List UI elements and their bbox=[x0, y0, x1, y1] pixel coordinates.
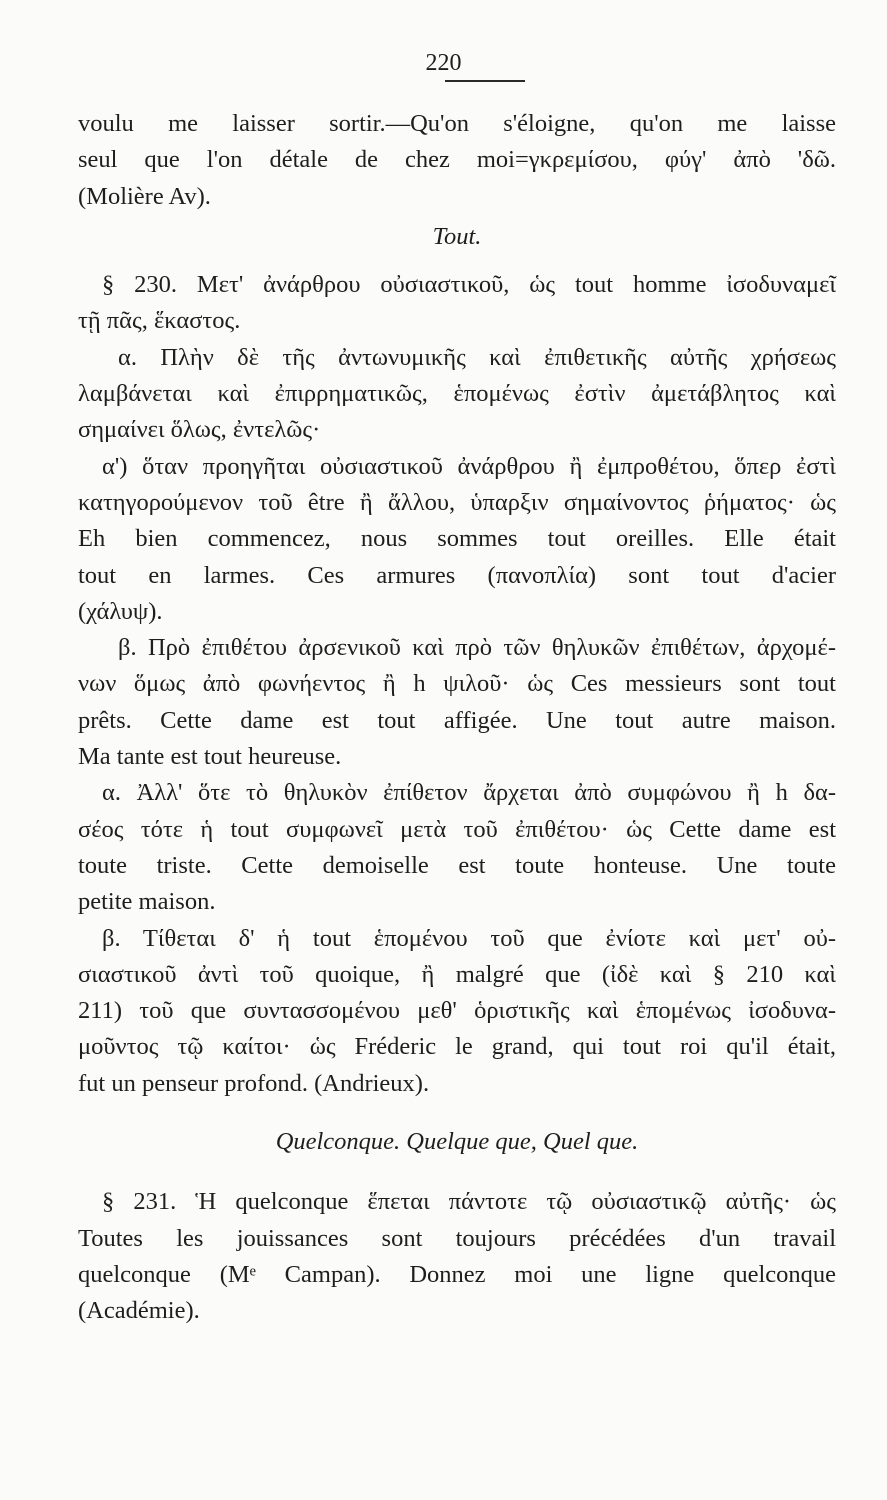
text-line: tout en larmes. Ces armures (πανοπλία) sont tout d'acier bbox=[78, 561, 836, 589]
body-text bbox=[78, 106, 836, 1330]
paragraph-231 bbox=[78, 1184, 836, 1329]
paragraph-230 bbox=[78, 267, 836, 340]
text-line: Toutes les jouissances sont toujours précédées d'un travail bbox=[78, 1224, 836, 1252]
text-line: toute triste. Cette demoiselle est toute honteuse. Une toute bbox=[78, 851, 836, 879]
text-line: (χάλυψ). bbox=[78, 597, 163, 625]
text-line: 211) τοῦ que συντασσομένου μεθ' ὁριστικῆς καὶ ἑπομένως ἰσοδυνα- bbox=[78, 997, 836, 1025]
text-line: κατηγορούμενον τοῦ être ἢ ἄλλου, ὑπαρξιν σημαίνοντος ῥήματος· ὡς bbox=[78, 488, 836, 516]
text-line: Eh bien commencez, nous sommes tout oreilles. Elle était bbox=[78, 525, 836, 553]
text-line: νων ὅμως ἀπὸ φωνήεντος ἢ h ψιλοῦ· ὡς Ces messieurs sont tout bbox=[78, 670, 836, 698]
text-line: (Molière Av). bbox=[78, 182, 211, 210]
text-line: voulu me laisser sortir.—Qu'on s'éloigne, qu'on me laisse bbox=[78, 110, 836, 137]
text-line: α') ὅταν προηγῆται οὐσιαστικοῦ ἀνάρθρου ἢ ἐμπροθέτου, ὅπερ ἐστὶ bbox=[102, 452, 836, 480]
section-heading-tout: Tout. bbox=[432, 222, 482, 250]
text-line: § 230. Μετ' ἀνάρθρου οὐσιαστικοῦ, ὡς tout homme ἰσοδυναμεῖ bbox=[102, 271, 836, 299]
text-line: σημαίνει ὅλως, ἐντελῶς· bbox=[78, 416, 321, 444]
page-number: 220 bbox=[425, 50, 462, 76]
text-line: seul que l'on détale de chez moi=γκρεμίσου, φύγ' ἀπὸ 'δῶ. bbox=[78, 146, 836, 174]
paragraph-beta-2 bbox=[78, 921, 836, 1102]
text-line: σέος τότε ἡ tout συμφωνεῖ μετὰ τοῦ ἐπιθέτου· ὡς Cette dame est bbox=[78, 815, 836, 843]
text-line: τῇ πᾶς, ἕκαστος. bbox=[78, 307, 241, 335]
text-line: μοῦντος τῷ καίτοι· ὡς Fréderic le grand, qui tout roi qu'il était, bbox=[78, 1033, 836, 1061]
text-line: prêts. Cette dame est tout affigée. Une tout autre maison. bbox=[78, 706, 836, 734]
paragraph-alpha bbox=[78, 340, 836, 449]
text-line: petite maison. bbox=[78, 888, 216, 916]
text-line: α. Πλὴν δὲ τῆς ἀντωνυμικῆς καὶ ἐπιθετικῆς αὐτῆς χρήσεως bbox=[118, 343, 836, 371]
text-line: λαμβάνεται καὶ ἐπιρρηματικῶς, ἑπομένως ἐστὶν ἀμετάβλητος καὶ bbox=[78, 380, 836, 408]
paragraph-alpha-2 bbox=[78, 775, 836, 920]
text-line: (Académie). bbox=[78, 1297, 200, 1325]
text-line: fut un penseur profond. (Andrieux). bbox=[78, 1069, 430, 1097]
paragraph-beta bbox=[78, 630, 836, 775]
text-line: σιαστικοῦ ἀντὶ τοῦ quoique, ἢ malgré que (ἰδὲ καὶ § 210 καὶ bbox=[78, 960, 836, 988]
text-line: β. Τίθεται δ' ἡ tout ἑπομένου τοῦ que ἐνίοτε καὶ μετ' οὐ- bbox=[102, 924, 836, 952]
header-rule bbox=[445, 80, 525, 82]
text-line: quelconque (Mᵉ Campan). Donnez moi une ligne quelconque bbox=[78, 1260, 836, 1288]
section-heading-quelconque: Quelconque. Quelque que, Quel que. bbox=[275, 1128, 639, 1156]
paragraph-alpha-prime bbox=[78, 449, 836, 630]
text-line: Ma tante est tout heureuse. bbox=[78, 743, 342, 771]
text-line: β. Πρὸ ἐπιθέτου ἀρσενικοῦ καὶ πρὸ τῶν θηλυκῶν ἐπιθέτων, ἀρχομέ- bbox=[118, 634, 836, 662]
paragraph-continuation bbox=[78, 106, 836, 215]
text-line: § 231. Ἡ quelconque ἕπεται πάντοτε τῷ οὐσιαστικῷ αὐτῆς· ὡς bbox=[102, 1188, 836, 1216]
text-line: α. Ἀλλ' ὅτε τὸ θηλυκὸν ἐπίθετον ἄρχεται ἀπὸ συμφώνου ἢ h δα- bbox=[102, 779, 836, 807]
